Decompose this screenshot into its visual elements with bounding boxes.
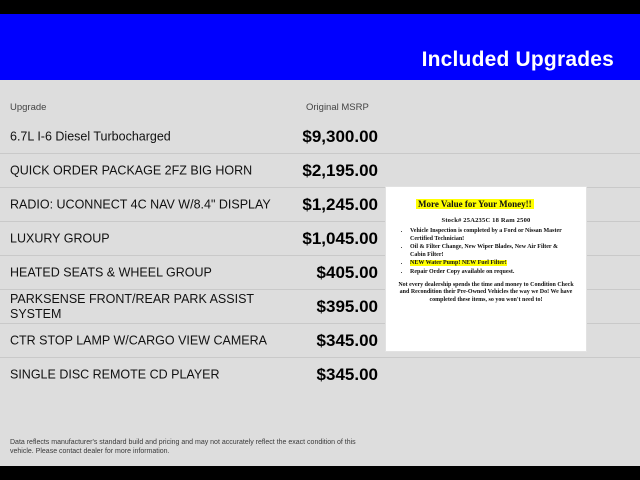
- top-letterbox-bar: [0, 0, 640, 14]
- upgrade-name: CTR STOP LAMP W/CARGO VIEW CAMERA: [10, 333, 267, 347]
- upgrade-price: $345.00: [316, 330, 378, 350]
- upgrade-price: $405.00: [316, 262, 378, 282]
- upgrade-price: $2,195.00: [302, 160, 378, 180]
- disclaimer-text: Data reflects manufacturer's standard build and pricing and may not accurately reflect the exact condition of this vehicle. Please contact dealer for more information.: [10, 439, 356, 455]
- upgrade-name: SINGLE DISC REMOTE CD PLAYER: [10, 367, 220, 381]
- upgrade-name: PARKSENSE FRONT/REAR PARK ASSIST SYSTEM: [10, 291, 254, 321]
- bottom-letterbox-bar: [0, 466, 640, 480]
- upgrade-price: $1,045.00: [302, 228, 378, 248]
- flyer-item-text: Repair Order Copy available on request.: [410, 268, 515, 275]
- flyer-item-list: [404, 228, 578, 277]
- flyer-item-text: Vehicle Inspection is completed by a Ford or Nissan Master Certified Technician!: [410, 228, 562, 242]
- upgrade-name: RADIO: UCONNECT 4C NAV W/8.4" DISPLAY: [10, 197, 271, 211]
- upgrade-name: QUICK ORDER PACKAGE 2FZ BIG HORN: [10, 163, 253, 177]
- flyer-footer-text: Not every dealership spends the time and money to Condition Check and Recondition their Pre-Owned Vehicles the way we Do! We have completed these items, so you won't need to!: [398, 281, 574, 303]
- list-item: [410, 228, 572, 243]
- column-header-msrp: Original MSRP: [306, 102, 369, 113]
- upgrade-name: HEATED SEATS & WHEEL GROUP: [10, 265, 212, 279]
- list-item: [410, 260, 572, 268]
- table-row: [0, 120, 640, 153]
- page-header: [0, 14, 640, 80]
- upgrade-price: $345.00: [316, 364, 378, 384]
- column-header-upgrade: Upgrade: [10, 102, 47, 113]
- flyer-stock-line: Stock# 25A235C 18 Ram 2500: [441, 217, 531, 224]
- page-title: Included Upgrades: [421, 48, 614, 71]
- upgrade-name: LUXURY GROUP: [10, 231, 110, 245]
- flyer-item-text: NEW Water Pump! NEW Fuel Filter!: [410, 260, 507, 267]
- upgrade-price: $1,245.00: [302, 194, 378, 214]
- upgrade-price: $9,300.00: [302, 126, 378, 146]
- table-row: [0, 357, 640, 391]
- upgrade-name: 6.7L I-6 Diesel Turbocharged: [10, 129, 171, 143]
- list-item: [410, 244, 572, 259]
- upgrade-price: $395.00: [316, 296, 378, 316]
- list-item: [410, 269, 572, 277]
- flyer-item-text: Oil & Filter Change, New Wiper Blades, New Air Filter & Cabin Filter!: [410, 244, 558, 258]
- upgrades-content: [0, 80, 640, 466]
- reconditioning-flyer-image: [385, 186, 587, 352]
- flyer-title: More Value for Your Money!!: [418, 199, 532, 209]
- table-row: [0, 153, 640, 187]
